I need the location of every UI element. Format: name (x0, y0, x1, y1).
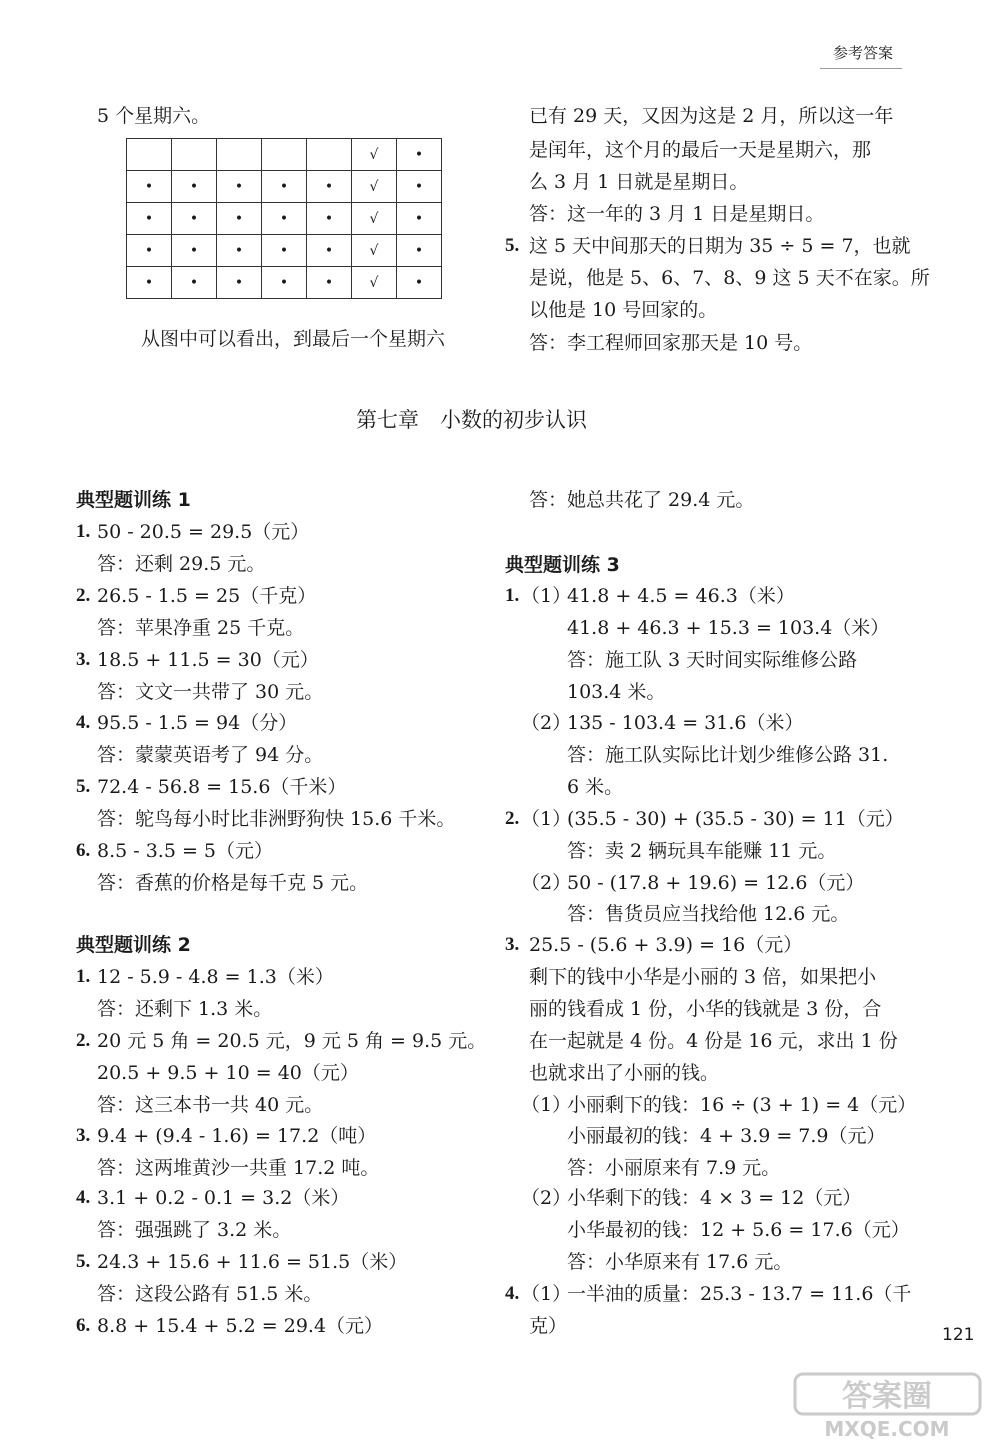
text-line: 在一起就是 4 份。4 份是 16 元，求出 1 份 (529, 1030, 898, 1052)
watermark-icon (790, 1370, 985, 1440)
part-label: （2） (521, 1187, 572, 1209)
dot-cell: • (397, 171, 442, 203)
text-line: 以他是 10 号回家的。 (529, 299, 718, 321)
grid-row (127, 139, 442, 171)
equation: 135 - 103.4 = 31.6（米） (567, 712, 804, 734)
equation: 26.5 - 1.5 = 25（千克） (97, 585, 317, 607)
dot-cell: • (127, 171, 172, 203)
answer-line: 答：还剩下 1.3 米。 (97, 998, 273, 1020)
equation: 小丽最初的钱：4 + 3.9 = 7.9（元） (567, 1125, 886, 1147)
dot-cell: • (307, 235, 352, 267)
grid-row (127, 267, 442, 299)
watermark-url: MXQE.COM (824, 1417, 950, 1440)
question-number: 1. (505, 585, 520, 606)
page-number: 121 (942, 1325, 975, 1345)
equation: 72.4 - 56.8 = 15.6（千米） (97, 776, 347, 798)
answer-line: 答：鸵鸟每小时比非洲野狗快 15.6 千米。 (97, 808, 456, 830)
answer-line: 答：蒙蒙英语考了 94 分。 (97, 744, 324, 766)
equation: 小丽剩下的钱：16 ÷ (3 + 1) = 4（元） (567, 1094, 917, 1116)
equation: 24.3 + 15.6 + 11.6 = 51.5（米） (97, 1251, 408, 1273)
part-label: （2） (521, 712, 572, 734)
equation: 50 - (17.8 + 19.6) = 12.6（元） (567, 872, 865, 894)
equation: 小华剩下的钱：4 × 3 = 12（元） (567, 1187, 862, 1209)
answer-line: 答：卖 2 辆玩具车能赚 11 元。 (567, 840, 837, 862)
equation: 41.8 + 4.5 = 46.3（米） (567, 585, 795, 607)
part-label: （1） (521, 1283, 572, 1305)
equation: 20.5 + 9.5 + 10 = 40（元） (97, 1062, 359, 1084)
equation: 8.8 + 15.4 + 5.2 = 29.4（元） (97, 1315, 384, 1337)
question-number: 2. (76, 1030, 91, 1051)
dot-cell: • (217, 203, 262, 235)
answer-line: 答：文文一共带了 30 元。 (97, 681, 324, 703)
grid-row (127, 235, 442, 267)
question-number: 3. (76, 649, 91, 670)
question-number: 4. (76, 1187, 91, 1208)
section-title: 典型题训练 3 (505, 554, 620, 576)
answer-line: 答：她总共花了 29.4 元。 (529, 489, 755, 511)
dot-cell: • (397, 139, 442, 171)
question-number: 2. (76, 585, 91, 606)
question-number: 4. (76, 712, 91, 733)
watermark-text: 答案圈 (842, 1379, 932, 1414)
question-number: 6. (76, 840, 91, 861)
equation: 9.4 + (9.4 - 1.6) = 17.2（吨） (97, 1125, 377, 1147)
watermark-logo (790, 1370, 985, 1440)
dot-cell: • (397, 235, 442, 267)
question-number: 4. (505, 1283, 520, 1304)
dot-cell: • (397, 267, 442, 299)
answer-line: 答：小丽原来有 7.9 元。 (567, 1157, 781, 1179)
answer-line: 答：苹果净重 25 千克。 (97, 617, 305, 639)
dot-cell: • (172, 203, 217, 235)
dot-cell: • (172, 267, 217, 299)
question-number: 1. (76, 521, 91, 542)
check-mark-cell: √ (352, 203, 397, 235)
answer-line: 103.4 米。 (567, 681, 666, 703)
equation: 3.1 + 0.2 - 0.1 = 3.2（米） (97, 1187, 350, 1209)
answer-line: 答：这段公路有 51.5 米。 (97, 1283, 323, 1305)
dot-cell: • (172, 171, 217, 203)
answer-line: 6 米。 (567, 776, 624, 798)
answer-line: 答：李工程师回家那天是 10 号。 (529, 332, 813, 354)
part-label: （1） (521, 808, 572, 830)
grid-caption: 从图中可以看出，到最后一个星期六 (141, 328, 446, 350)
text-line: 也就求出了小丽的钱。 (529, 1062, 720, 1084)
answer-line: 答：这三本书一共 40 元。 (97, 1094, 324, 1116)
answer-line: 答：还剩 29.5 元。 (97, 553, 266, 575)
dot-cell: • (127, 235, 172, 267)
question-number: 6. (76, 1315, 91, 1336)
question-number: 2. (505, 808, 520, 829)
dot-cell: • (262, 267, 307, 299)
answer-line: 答：小华原来有 17.6 元。 (567, 1251, 793, 1273)
empty-cell (262, 139, 307, 171)
part-label: （1） (521, 585, 572, 607)
check-mark-cell: √ (352, 171, 397, 203)
intro-text: 5 个星期六。 (97, 105, 211, 127)
equation: (35.5 - 30) + (35.5 - 30) = 11（元） (567, 808, 904, 830)
dot-cell: • (262, 235, 307, 267)
dot-cell: • (262, 203, 307, 235)
grid-row (127, 203, 442, 235)
answer-line: 答：这一年的 3 月 1 日是星期日。 (529, 203, 825, 225)
equation: 小华最初的钱：12 + 5.6 = 17.6（元） (567, 1219, 910, 1241)
chapter-title: 第七章 小数的初步认识 (356, 408, 587, 432)
dot-cell: • (307, 267, 352, 299)
check-mark-cell: √ (352, 139, 397, 171)
equation: 12 - 5.9 - 4.8 = 1.3（米） (97, 966, 334, 988)
empty-cell (127, 139, 172, 171)
dot-cell: • (262, 171, 307, 203)
check-mark-cell: √ (352, 267, 397, 299)
question-number: 3. (505, 934, 520, 955)
calendar-grid (126, 138, 442, 299)
text-line: 已有 29 天，又因为这是 2 月，所以这一年 (529, 105, 894, 127)
text-line: 是闰年，这个月的最后一天是星期六，那 (529, 139, 872, 161)
section-title: 典型题训练 2 (76, 934, 191, 956)
question-number: 5. (505, 235, 520, 256)
dot-cell: • (127, 267, 172, 299)
equation: 8.5 - 3.5 = 5（元） (97, 840, 274, 862)
answer-line: 答：这两堆黄沙一共重 17.2 吨。 (97, 1157, 380, 1179)
dot-cell: • (217, 235, 262, 267)
question-number: 5. (76, 776, 91, 797)
answer-line: 答：施工队 3 天时间实际维修公路 (567, 649, 858, 671)
header-rule (820, 68, 902, 69)
equation: 41.8 + 46.3 + 15.3 = 103.4（米） (567, 617, 890, 639)
dot-cell: • (217, 171, 262, 203)
dot-cell: • (307, 171, 352, 203)
equation: 克） (529, 1315, 568, 1337)
equation: 20 元 5 角 = 20.5 元，9 元 5 角 = 9.5 元。 (97, 1030, 487, 1052)
question-number: 5. (76, 1251, 91, 1272)
answer-line: 答：香蕉的价格是每千克 5 元。 (97, 872, 369, 894)
check-mark-cell: √ (352, 235, 397, 267)
text-line: 这 5 天中间那天的日期为 35 ÷ 5 = 7，也就 (529, 235, 911, 257)
answer-line: 答：售货员应当找给他 12.6 元。 (567, 903, 850, 925)
empty-cell (172, 139, 217, 171)
equation: 50 - 20.5 = 29.5（元） (97, 521, 310, 543)
text-line: 丽的钱看成 1 份，小华的钱就是 3 份，合 (529, 998, 882, 1020)
section-title: 典型题训练 1 (76, 489, 191, 511)
dot-cell: • (397, 203, 442, 235)
dot-cell: • (127, 203, 172, 235)
answer-line: 答：施工队实际比计划少维修公路 31. (567, 744, 889, 766)
equation: 18.5 + 11.5 = 30（元） (97, 649, 319, 671)
equation: 95.5 - 1.5 = 94（分） (97, 712, 298, 734)
part-label: （2） (521, 872, 572, 894)
dot-cell: • (172, 235, 217, 267)
empty-cell (307, 139, 352, 171)
dot-cell: • (307, 203, 352, 235)
equation: 一半油的质量：25.3 - 13.7 = 11.6（千 (567, 1283, 912, 1305)
question-number: 3. (76, 1125, 91, 1146)
text-line: 么 3 月 1 日就是星期日。 (529, 171, 749, 193)
equation: 25.5 - (5.6 + 3.9) = 16（元） (529, 934, 803, 956)
dot-cell: • (217, 267, 262, 299)
empty-cell (217, 139, 262, 171)
text-line: 剩下的钱中小华是小丽的 3 倍，如果把小 (529, 966, 877, 988)
running-header: 参考答案 (833, 44, 894, 62)
question-number: 1. (76, 966, 91, 987)
part-label: （1） (521, 1094, 572, 1116)
grid-row (127, 171, 442, 203)
answer-line: 答：强强跳了 3.2 米。 (97, 1219, 292, 1241)
text-line: 是说，他是 5、6、7、8、9 这 5 天不在家。所 (529, 267, 930, 289)
